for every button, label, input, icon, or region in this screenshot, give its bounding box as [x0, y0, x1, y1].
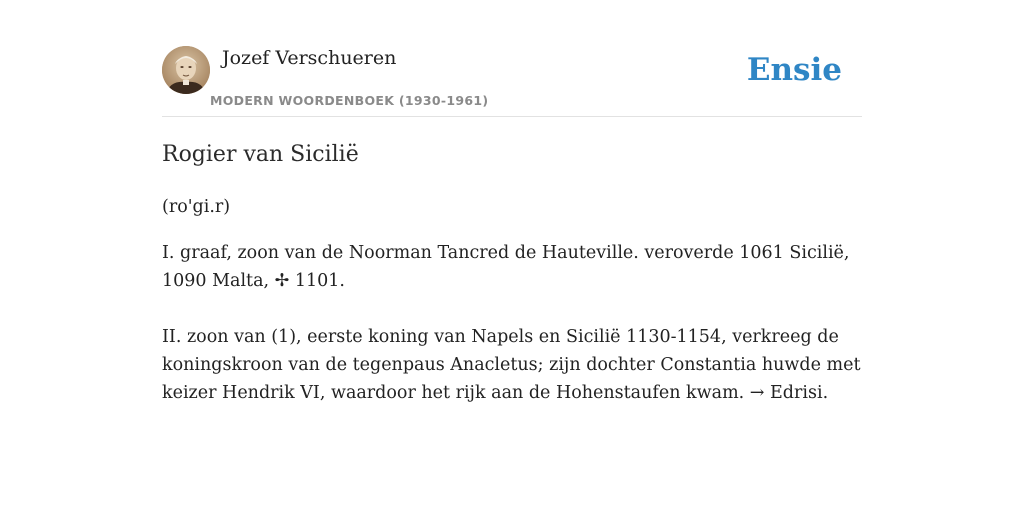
ensie-logo[interactable]: Ensie	[746, 52, 842, 88]
avatar-portrait-icon	[162, 46, 210, 94]
entry-title: Rogier van Sicilië	[162, 142, 359, 167]
entry-paragraph-2	[162, 323, 862, 407]
paragraph-end: .	[822, 383, 829, 403]
paragraph-text: II. zoon van (1), eerste koning van Napels en Sicilië 1130-1154, verkreeg de koningskroon van de tegenpaus Anacletus; zijn dochter Constantia huwde met keizer Hendrik VI, waardoor het rijk aan de Hohenstaufen kwam.	[162, 327, 861, 403]
source-label[interactable]: MODERN WOORDENBOEK (1930-1961)	[210, 93, 489, 108]
paragraph-text: I. graaf, zoon van de Noorman Tancred de Hauteville. veroverde 1061 Sicilië, 1090 Malta, ✢ 1101.	[162, 243, 850, 291]
author-name[interactable]: Jozef Verschueren	[222, 47, 397, 69]
cross-reference-link[interactable]: Edrisi	[770, 383, 823, 403]
arrow-icon: →	[744, 383, 771, 403]
avatar[interactable]	[162, 46, 210, 94]
header	[162, 46, 862, 117]
entry-pronunciation: (ro'gi.r)	[162, 197, 231, 217]
entry-paragraph-1	[162, 239, 862, 295]
